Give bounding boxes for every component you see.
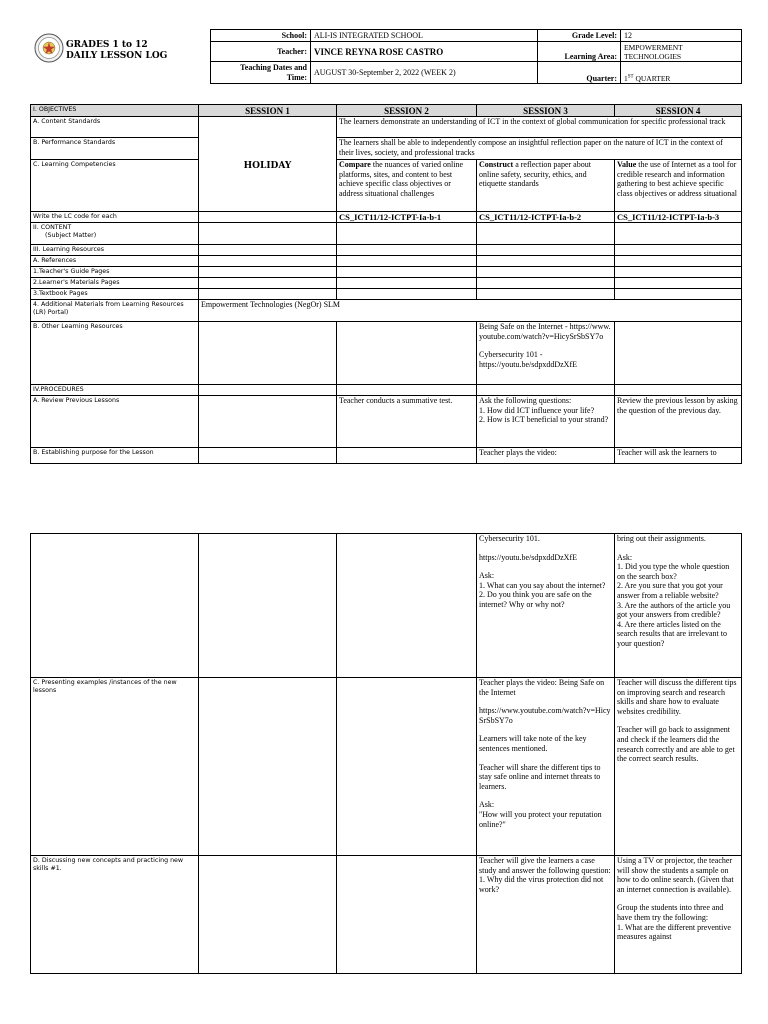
s4-q4: 4. Are there articles listed on the search results that are irrelevant to your question? <box>617 619 727 648</box>
presenting-session-4 <box>615 678 742 856</box>
lesson-plan-table-page-2 <box>30 533 742 974</box>
learning-area-line-2: TECHNOLOGIES <box>624 51 682 61</box>
grade-level-value: 12 <box>621 30 742 42</box>
cybersecurity-url: https://youtu.be/sdpxddDzXfE <box>479 552 577 562</box>
other-resources-label: B. Other Learning Resources <box>31 322 199 385</box>
procedures-label: IV.PROCEDURES <box>31 385 199 396</box>
review-s1 <box>199 396 337 448</box>
learning-competencies-label: C. Learning Competencies <box>31 160 199 212</box>
teaching-dates-label-2: Time: <box>286 72 307 82</box>
dll-title-line-2: DAILY LESSON LOG <box>66 51 168 61</box>
review-session-2: Teacher conducts a summative test. <box>337 396 477 448</box>
school-value: ALI-IS INTEGRATED SCHOOL <box>311 30 538 42</box>
review-s3-q1: 1. How did ICT influence your life? <box>479 405 595 415</box>
dll-title-line-1: GRADES 1 to 12 <box>66 40 148 50</box>
learning-area-line-1: EMPOWERMENT <box>624 42 683 52</box>
other-s1 <box>199 322 337 385</box>
proc-s1 <box>199 385 337 396</box>
lm-s4 <box>615 278 742 289</box>
presenting-examples-label: C. Presenting examples /instances of the new lessons <box>31 678 199 856</box>
quarter-number: 1 <box>624 74 628 83</box>
header-info-table <box>210 29 742 84</box>
ask-q2: 2. Do you think you are safe on the internet? Why or why not? <box>479 590 592 609</box>
session-4-header: SESSION 4 <box>615 105 742 117</box>
lc-code-label: Write the LC code for each <box>31 212 199 223</box>
performance-standards-text: The learners shall be able to independently compose an insightful reflection paper on the nature of ICT in the context of their lives, society, and professional tracks <box>337 138 742 160</box>
lc-s4-rest: the use of Internet as a tool for credible research and information gathering to best achieve specific class objectives or address situational <box>617 160 737 198</box>
continued-label <box>31 534 199 678</box>
lesson-plan-table-page-1 <box>30 104 742 464</box>
s4-q1: 1. Did you type the whole question on the search box? <box>617 562 730 581</box>
spacer <box>479 697 612 706</box>
content-s1 <box>199 223 337 245</box>
content-s2 <box>337 223 477 245</box>
lm-s2 <box>337 278 477 289</box>
purpose-continued-session-3 <box>477 534 615 678</box>
deped-seal-logo <box>34 33 64 63</box>
share-tips: Teacher will share the different tips to stay safe online and internet threats to learners. <box>479 762 601 791</box>
tb-s1 <box>199 289 337 300</box>
purpose-s2 <box>337 448 477 464</box>
take-note: Learners will take note of the key sentences mentioned. <box>479 734 587 753</box>
learning-area-label: Learning Area: <box>538 42 621 62</box>
tg-s4 <box>615 267 742 278</box>
lc-s3-verb: Construct <box>479 160 514 169</box>
lr-s2 <box>337 245 477 256</box>
tg-s2 <box>337 267 477 278</box>
content-standards-label: A. Content Standards <box>31 117 199 138</box>
tb-s3 <box>477 289 615 300</box>
spacer <box>479 341 612 350</box>
spacer <box>479 544 612 553</box>
content-label-line-1: II. CONTENT <box>33 224 72 231</box>
spacer <box>617 894 739 903</box>
preventive-measures: 1. What are the different preventive measures against <box>617 922 731 942</box>
grade-level-label: Grade Level: <box>538 30 621 42</box>
teaching-dates-value: AUGUST 30-September 2, 2022 (WEEK 2) <box>311 62 538 84</box>
purpose-session-3: Teacher plays the video: <box>477 448 615 464</box>
additional-materials-label: 4. Additional Materials from Learning Resources (LR) Portal) <box>31 300 199 322</box>
review-s3-q2: 2. How is ICT beneficial to your strand? <box>479 415 609 425</box>
establishing-purpose-label: B. Establishing purpose for the Lesson <box>31 448 199 464</box>
content-label <box>31 223 199 245</box>
session-2-header: SESSION 2 <box>337 105 477 117</box>
review-s3-intro: Ask the following questions: <box>479 396 572 405</box>
tv-projector: Using a TV or projector, the teacher will show the students a sample on how to do online search. (Given that an internet connection is available). <box>617 856 734 894</box>
lc-s4-verb: Value <box>617 160 637 169</box>
lc-code-session-4: CS_ICT11/12-ICTPT-Ia-b-3 <box>615 212 742 223</box>
performance-standards-label: B. Performance Standards <box>31 138 199 160</box>
teaching-dates-label-1: Teaching Dates and <box>240 62 307 72</box>
ref-s1 <box>199 256 337 267</box>
references-label: A. References <box>31 256 199 267</box>
session-1-header: SESSION 1 <box>199 105 337 117</box>
cont-s1 <box>199 534 337 678</box>
tb-s2 <box>337 289 477 300</box>
teacher-label: Teacher: <box>211 42 311 62</box>
teacher-value <box>311 42 538 62</box>
lr-s3 <box>477 245 615 256</box>
video-url: https://www.youtube.com/watch?v=HicySrSbSY7o <box>479 706 611 725</box>
review-session-4: Review the previous lesson by asking the question of the previous day. <box>615 396 742 448</box>
content-s3 <box>477 223 615 245</box>
lr-s4 <box>615 245 742 256</box>
cybersecurity-link: Cybersecurity 101 - https://youtu.be/sdpxddDzXfE <box>479 350 577 369</box>
other-resources-session-3 <box>477 322 615 385</box>
lc-code-session-1 <box>199 212 337 223</box>
lr-s1 <box>199 245 337 256</box>
learning-resources-label: III. Learning Resources <box>31 245 199 256</box>
review-session-3 <box>477 396 615 448</box>
reputation-question: "How will you protect your reputation online?" <box>479 809 602 829</box>
s4-ask-label: Ask: <box>617 552 633 562</box>
spacer <box>617 716 739 725</box>
being-safe-link: Being Safe on the Internet - https://www.youtube.com/watch?v=HicySrSbSY7o <box>479 322 611 341</box>
lc-session-3 <box>477 160 615 212</box>
ref-s2 <box>337 256 477 267</box>
presenting-session-3 <box>477 678 615 856</box>
content-standards-text: The learners demonstrate an understanding of ICT in the context of global communication for specific professional track <box>337 117 742 138</box>
spacer <box>617 544 739 553</box>
spacer <box>479 562 612 571</box>
spacer <box>479 791 612 800</box>
lc-s2-rest: the nuances of varied online platforms, sites, and content to best achieve specific class objectives or address situational challenges <box>339 160 464 198</box>
objectives-header: I. OBJECTIVES <box>31 105 199 117</box>
spacer <box>479 725 612 734</box>
pres-s2 <box>337 678 477 856</box>
ask-label: Ask: <box>479 571 495 581</box>
discussing-session-4 <box>615 856 742 974</box>
lc-session-2 <box>337 160 477 212</box>
textbook-pages-label: 3.Textbook Pages <box>31 289 199 300</box>
lc-s2-verb: Compare <box>339 160 371 169</box>
holiday-text: HOLIDAY <box>243 161 292 171</box>
cont-s2 <box>337 534 477 678</box>
learning-area-value <box>621 42 742 62</box>
bring-assignments: bring out their assignments. <box>617 534 706 543</box>
spacer <box>479 754 612 763</box>
discuss-tips: Teacher will discuss the different tips on improving search and research skills and share how to evaluate websites credibility. <box>617 678 737 716</box>
teaching-dates-label <box>211 62 311 84</box>
ref-s3 <box>477 256 615 267</box>
lc-code-session-2: CS_ICT11/12-ICTPT-Ia-b-1 <box>337 212 477 223</box>
proc-s2 <box>337 385 477 396</box>
video-intro: Teacher plays the video: Being Safe on the Internet <box>479 678 605 697</box>
lm-s1 <box>199 278 337 289</box>
case-study: Teacher will give the learners a case study and answer the following question: <box>479 856 611 875</box>
pres-s1 <box>199 678 337 856</box>
session-1-holiday-cell <box>199 117 337 212</box>
learners-materials-label: 2.Learner's Materials Pages <box>31 278 199 289</box>
s4-q2: 2. Are you sure that you got your answer from a reliable website? <box>617 581 723 600</box>
quarter-suffix: ST <box>627 74 634 80</box>
tg-s1 <box>199 267 337 278</box>
disc-s1 <box>199 856 337 974</box>
review-lessons-label: A. Review Previous Lessons <box>31 396 199 448</box>
quarter-value <box>621 62 742 84</box>
lc-code-session-3: CS_ICT11/12-ICTPT-Ia-b-2 <box>477 212 615 223</box>
discussing-session-3 <box>477 856 615 974</box>
lm-s3 <box>477 278 615 289</box>
s4-q3: 3. Are the authors of the article you got your answers from credible? <box>617 600 731 620</box>
other-s4 <box>615 322 742 385</box>
proc-s4 <box>615 385 742 396</box>
discussing-concepts-label: D. Discussing new concepts and practicing new skills #1. <box>31 856 199 974</box>
teachers-guide-label: 1.Teacher's Guide Pages <box>31 267 199 278</box>
lc-session-4 <box>615 160 742 212</box>
virus-question: 1. Why did the virus protection did not work? <box>479 875 604 894</box>
ref-s4 <box>615 256 742 267</box>
group-students: Group the students into three and have them try the following: <box>617 903 724 922</box>
purpose-session-4: Teacher will ask the learners to <box>615 448 742 464</box>
school-label: School: <box>211 30 311 42</box>
pres-ask-label: Ask: <box>479 800 495 810</box>
disc-s2 <box>337 856 477 974</box>
content-s4 <box>615 223 742 245</box>
dll-title <box>66 40 167 62</box>
purpose-s1 <box>199 448 337 464</box>
content-label-line-2: (Subject Matter) <box>45 232 97 239</box>
cybersecurity-title: Cybersecurity 101. <box>479 534 540 543</box>
session-3-header: SESSION 3 <box>477 105 615 117</box>
tb-s4 <box>615 289 742 300</box>
proc-s3 <box>477 385 615 396</box>
tg-s3 <box>477 267 615 278</box>
quarter-word: QUARTER <box>633 74 671 83</box>
purpose-continued-session-4 <box>615 534 742 678</box>
other-s2 <box>337 322 477 385</box>
ask-q1: 1. What can you say about the internet? <box>479 580 606 590</box>
quarter-label: Quarter: <box>538 62 621 84</box>
teacher-name: VINCE REYNA ROSE CASTRO <box>314 46 444 57</box>
additional-materials-text: Empowerment Technologies (NegOr) SLM <box>199 300 742 322</box>
lc-s3-rest: a reflection paper about online safety, security, ethics, and etiquette standards <box>479 160 591 189</box>
check-assignment: Teacher will go back to assignment and check if the learners did the research correctly and are able to get the correct search results. <box>617 725 735 764</box>
